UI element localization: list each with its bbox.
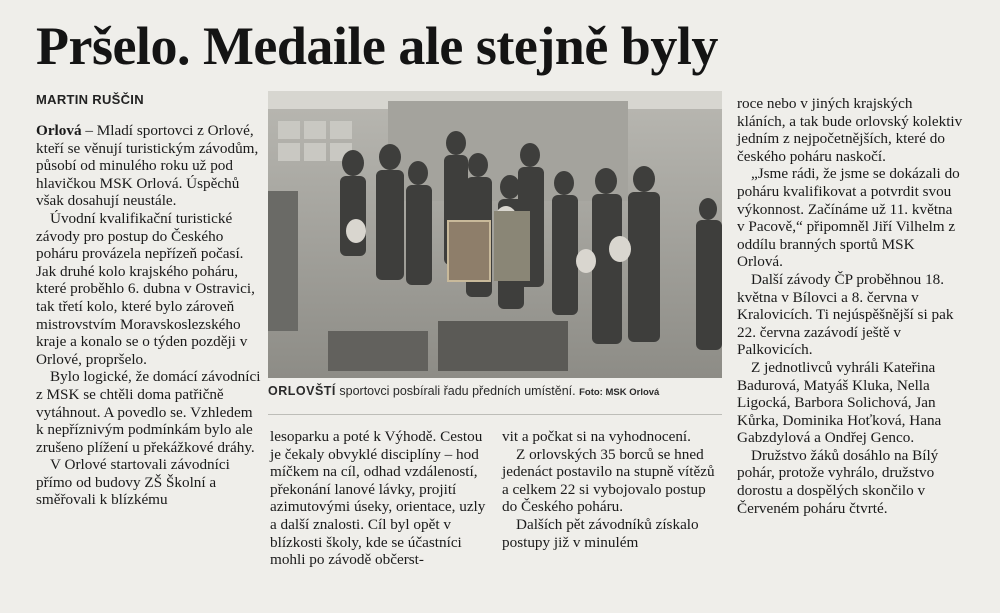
dateline: Orlová — [36, 122, 82, 139]
article-column-3 — [502, 428, 724, 551]
lead-paragraph: Orlová – Mladí sportovci z Orlové, kteří se věnují turistickým závodům, působí od minulého roku už pod hlavičkou MSK Orlová. Úspěchů však dosahují neustále. — [36, 122, 259, 210]
paragraph: Další závody ČP proběhnou 18. května v Bílovci a 8. června v Kralovicích. Ti nejúspěšnější si pak 22. června zazávodí ještě v Palkovicích. — [737, 270, 954, 359]
caption-text: sportovci posbírali řadu předních umístění. — [335, 384, 576, 398]
article-column-4 — [737, 95, 963, 517]
paragraph: V Orlové startovali závodníci přímo od budovy ZŠ Školní a směřovali k blízkému — [36, 456, 230, 509]
paragraph: Družstvo žáků dosáhlo na Bílý pohár, protože vyhrálo, družstvo dorostu a dospělých skončilo v Červeném poháru čtvrté. — [737, 446, 939, 517]
photo-caption — [268, 384, 738, 398]
paragraph: Úvodní kvalifikační turistické závody pro postup do Českého poháru provázela nepřízeň počasí. Jak druhé kolo krajského poháru, které proběhlo 6. dubna v Ostravici, tak třetí kolo, které bylo zároveň mistrovstvím Moravskoslezského kraje a konalo se o týden později v Orlové, propršelo. — [36, 209, 255, 368]
team-photo — [268, 91, 722, 378]
caption-divider — [268, 414, 722, 415]
paragraph: Dalších pět závodníků získalo postupy již v minulém — [502, 515, 699, 551]
paragraph: roce nebo v jiných krajských kláních, a tak bude orlovský kolektiv jedním z nejpočetnějších, které do českého poháru naskočí. — [737, 95, 963, 165]
caption-lead: ORLOVŠTÍ — [268, 384, 336, 398]
paragraph: Z jednotlivců vyhráli Kateřina Badurová, Matyáš Kluka, Nella Ligocká, Barbora Solichová, Jan Kůrka, Dominika Hoťková, Hana Gabzdylová a Ondřej Genco. — [737, 358, 942, 447]
headline: Pršelo. Medaile ale stejně byly — [36, 16, 718, 76]
team-photo-image — [268, 91, 722, 378]
photo-credit: Foto: MSK Orlová — [579, 387, 660, 398]
paragraph: lesoparku a poté k Výhodě. Cestou je čekaly obvyklé disciplíny – hod míčkem na cíl, odhad vzdáleností, překonání lanové lávky, projití azimutovými úseky, orientace, uzly a další znalosti. Cíl byl opět v blízkosti školy, kde se účastníci mohli po závodě občerst- — [270, 428, 486, 569]
article-column-1 — [36, 122, 262, 509]
byline: MARTIN RUŠČIN — [36, 92, 144, 107]
paragraph: „Jsme rádi, že jsme se dokázali do poháru kvalifikovat a potvrdit svou výkonnost. Začínáme už 11. května v Pacově,“ připomněl Jiří Vilhelm z oddílu branných sportů MSK Orlová. — [737, 165, 960, 271]
paragraph: vit a počkat si na vyhodnocení. — [502, 428, 691, 445]
paragraph: Bylo logické, že domácí závodníci z MSK se chtěli doma patřičně vytáhnout. A povedlo se. Vzhledem k nepříznivým podmínkám bylo ale zrušeno plížení u překážkové dráhy. — [36, 368, 261, 456]
paragraph: Z orlovských 35 borců se hned jedenáct postavilo na stupně vítězů a celkem 22 si vybojovalo postup do Českého poháru. — [502, 445, 715, 516]
article-column-2 — [270, 428, 492, 569]
